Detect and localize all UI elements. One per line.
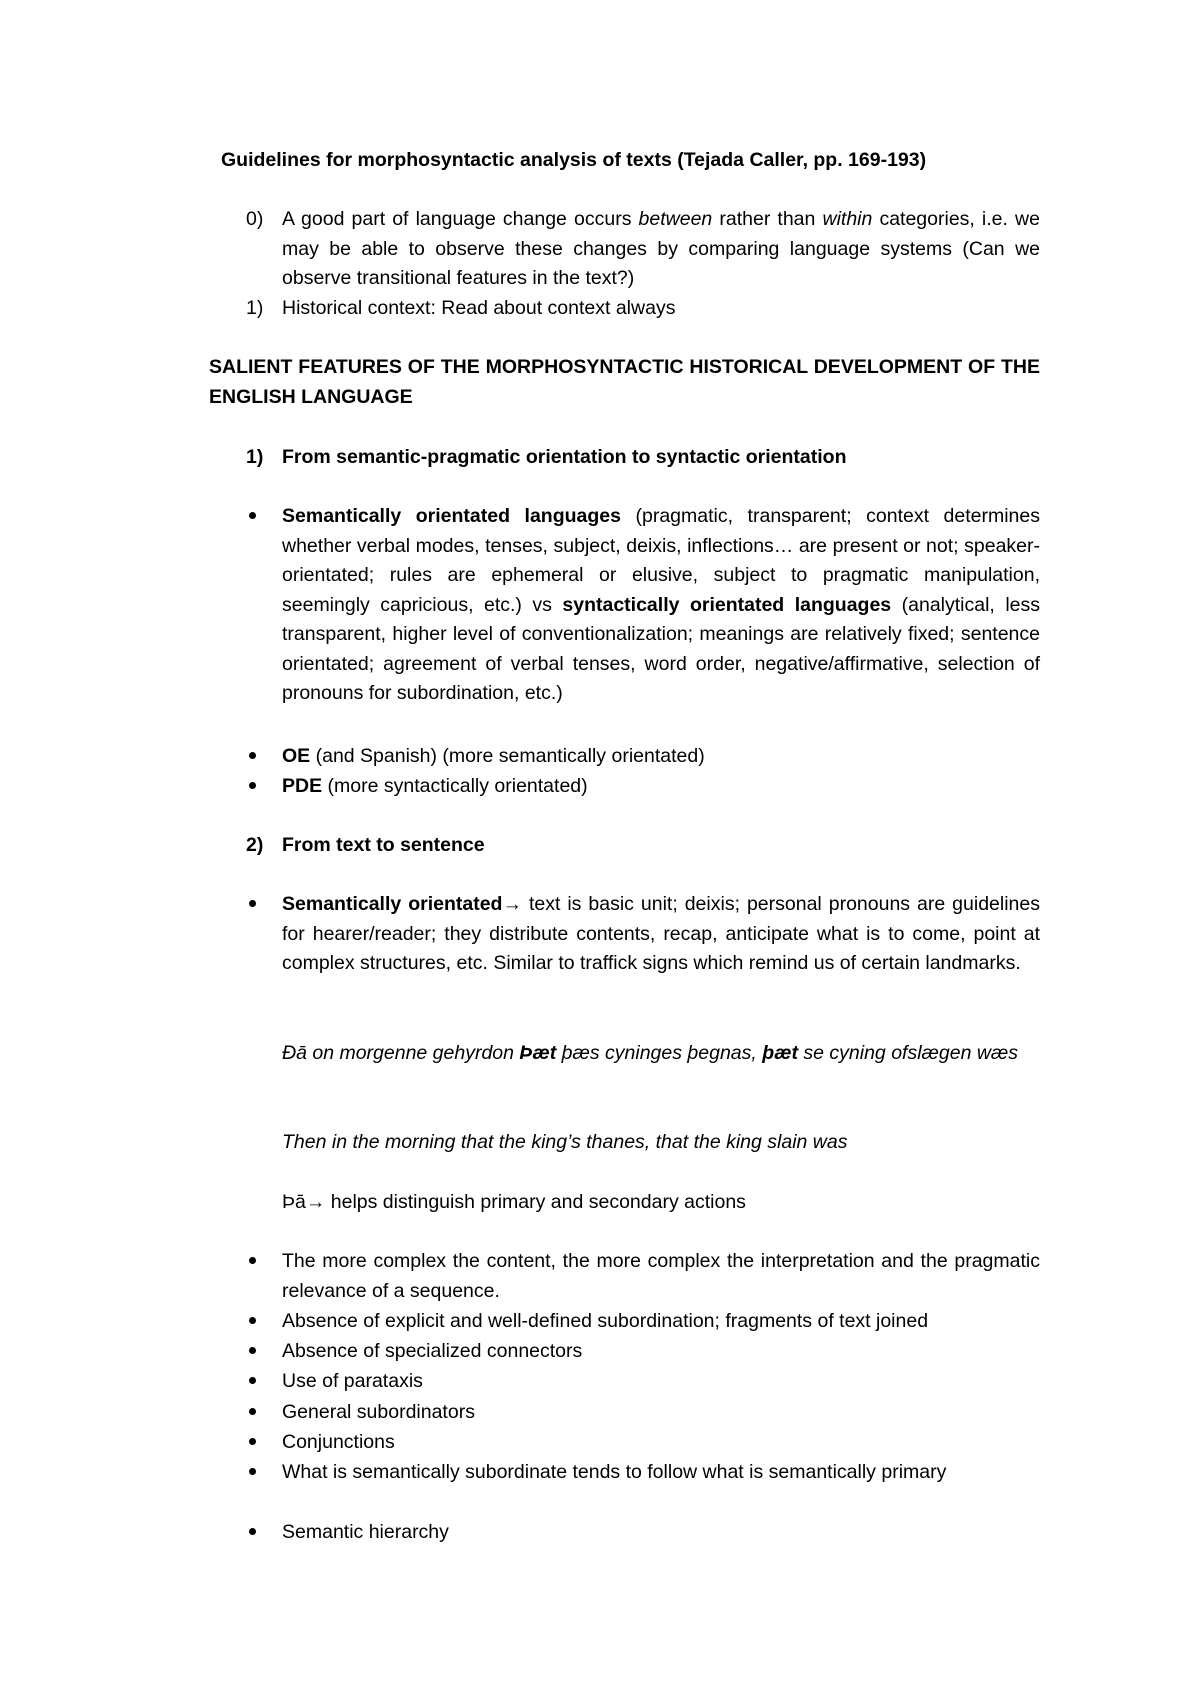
oe-part-1: Ðā on morgenne gehyrdon (282, 1042, 520, 1064)
subheading-1-number: 1) (246, 446, 264, 468)
final-bullet-5 (282, 1398, 1040, 1428)
tha-word: Þā (282, 1191, 306, 1213)
final-bullet-6 (282, 1428, 1040, 1458)
bullet-dot (249, 1408, 256, 1415)
intro-item-1-text: Historical context: Read about context always (282, 297, 676, 319)
final-bullet-1 (282, 1247, 1040, 1306)
arrow-icon: → (502, 893, 522, 915)
intro-item-1 (246, 294, 1040, 324)
list-item: What is semantically subordinate tends to follow what is semantically primary (282, 1461, 947, 1483)
final-bullet-2 (282, 1307, 1040, 1337)
intro-item-0-number: 0) (246, 208, 264, 230)
intro-item-0-within: within (822, 208, 873, 230)
bullet-term-semantic: Semantically orientated languages (282, 505, 621, 527)
list-item: Use of parataxis (282, 1370, 423, 1392)
bullet-term-syntactic: syntactically orientated languages (562, 593, 892, 616)
section-heading: SALIENT FEATURES OF THE MORPHOSYNTACTIC HISTORICAL DEVELOPMENT OF THE ENGLISH LANGUAGE (209, 356, 1040, 408)
list-item: Conjunctions (282, 1431, 395, 1453)
list-item: Semantic hierarchy (282, 1521, 449, 1543)
oe-part-2: þæs cyninges þegnas, (556, 1042, 763, 1064)
subheading-2 (246, 831, 1040, 861)
bullet-pde (282, 772, 1040, 802)
document-title: Guidelines for morphosyntactic analysis of texts (Tejada Caller, pp. 169-193) (221, 149, 927, 171)
final-bullet-4 (282, 1367, 1040, 1397)
oe-thaet-1: Þæt (519, 1042, 557, 1064)
bullet-oe-term: OE (282, 745, 311, 767)
bullet-text: text is basic unit; deixis; personal pronouns are guidelines for hearer/reader; they distribute contents, recap, anticipate what is to come, point at complex structures, etc. Similar to traffick signs which remind us of certain landmarks. (282, 893, 1040, 974)
intro-item-0 (246, 205, 1040, 294)
bullet-oe (282, 742, 1040, 772)
intro-item-0-between: between (638, 208, 713, 230)
subheading-2-text: From text to sentence (282, 834, 485, 856)
final-bullet-7 (282, 1458, 1040, 1488)
bullet-oe-text: (and Spanish) (more semantically orientated) (310, 745, 705, 767)
bullet-semantically-orientated (282, 890, 1040, 979)
intro-item-0-text-a: A good part of language change occurs (282, 208, 639, 230)
bullet-pde-text: (more syntactically orientated) (322, 775, 588, 797)
intro-item-1-number: 1) (246, 297, 264, 319)
oe-example (282, 1039, 1040, 1069)
bullet-dot (249, 1347, 256, 1354)
arrow-icon: → (305, 1191, 326, 1213)
bullet-pde-term: PDE (282, 775, 323, 797)
tha-text: helps distinguish primary and secondary actions (325, 1191, 746, 1213)
bullet-dot (249, 1317, 256, 1324)
bullet-orientation-comparison (282, 502, 1040, 709)
bullet-dot (249, 1377, 256, 1384)
oe-thaet-2: þæt (762, 1042, 798, 1064)
subheading-2-number: 2) (246, 834, 264, 856)
subheading-1 (246, 443, 1040, 473)
tha-note (282, 1188, 1040, 1218)
bullet-dot (249, 782, 256, 789)
list-item: General subordinators (282, 1401, 475, 1423)
list-item: Absence of specialized connectors (282, 1340, 583, 1362)
bullet-dot (249, 752, 256, 759)
list-item: The more complex the content, the more complex the interpretation and the pragmatic relevance of a sequence. (282, 1250, 1040, 1302)
bullet-dot (249, 1468, 256, 1475)
bullet-dot (249, 512, 256, 519)
final-bullet-3 (282, 1337, 1040, 1367)
bullet-dot (249, 1257, 256, 1264)
bullet-dot (249, 1438, 256, 1445)
oe-translation: Then in the morning that the king’s thanes, that the king slain was (282, 1131, 848, 1153)
intro-item-0-text-b: rather than (712, 208, 823, 230)
intro-item-0-text-c: categories, i.e. we may be able to observe these changes by comparing language systems (Can we observe transitional features in the text?) (282, 208, 1040, 289)
subheading-1-text: From semantic-pragmatic orientation to syntactic orientation (282, 446, 847, 468)
bullet-text-syntactic: (analytical, less transparent, higher level of conventionalization; meanings are relatively fixed; sentence orientated; agreement of verbal tenses, word order, negative/affirmative, selection of pronouns for subordination, etc.) (282, 593, 1041, 704)
bullet-dot (249, 1528, 256, 1535)
bullet-term: Semantically orientated (282, 893, 503, 915)
bullet-text-semantic: (pragmatic, transparent; context determines whether verbal modes, tenses, subject, deixis, inflections… are present or not; speaker-orientated; rules are ephemeral or elusive, subject to pragmatic manipulation, seemingly capricious, etc.) vs (282, 505, 1040, 616)
oe-part-3: se cyning ofslægen wæs (797, 1042, 1019, 1064)
list-item: Absence of explicit and well-defined subordination; fragments of text joined (282, 1310, 929, 1332)
final-bullet-8 (282, 1518, 1040, 1548)
bullet-dot (249, 900, 256, 907)
